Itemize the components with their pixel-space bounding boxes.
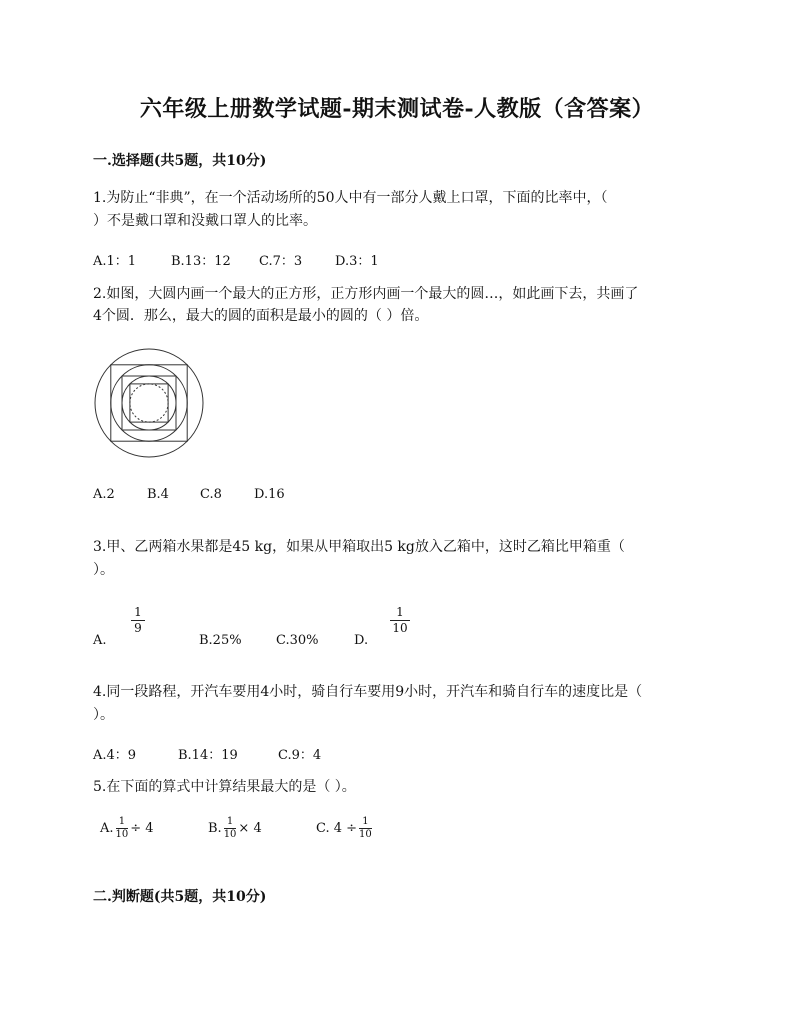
question-4-option-a: A.4：9 [93,748,137,763]
question-2-option-d: D.16 [254,487,285,502]
section-heading-true-false: 二.判断题(共5题，共10分) [93,889,267,905]
fraction [359,817,372,840]
question-2-option-b: B.4 [147,487,169,502]
fraction-numerator: 1 [396,605,404,619]
question-3-option-a-fraction [131,606,145,635]
fraction-denominator: 10 [115,829,129,840]
question-2-option-a: A.2 [93,487,115,502]
question-3-option-b: B.25% [199,633,242,648]
question-3-line-1: 3.甲、乙两箱水果都是45 kg，如果从甲箱取出5 kg放入乙箱中，这时乙箱比甲箱重（ [93,539,625,555]
question-5-option-c [316,817,374,840]
fraction-numerator: 1 [362,816,369,827]
question-2-line-2: 4个圆．那么，最大的圆的面积是最小的圆的（ ）倍。 [93,308,429,324]
question-1-line-2: ）不是戴口罩和没戴口罩人的比率。 [93,213,317,229]
question-1-option-a: A.1：1 [93,254,137,269]
question-3-option-a-label: A. [93,633,107,648]
fraction-numerator: 1 [226,816,234,827]
question-2-line-1: 2.如图，大圆内画一个最大的正方形，正方形内画一个最大的圆…，如此画下去，共画了 [93,286,639,302]
question-3-line-2: ）。 [93,562,114,578]
question-3-option-d-label: D. [354,633,369,648]
question-1-option-c: C.7：3 [259,254,303,269]
question-4-line-1: 4.同一段路程，开汽车要用4小时，骑自行车要用9小时，开汽车和骑自行车的速度比是（ [93,684,643,700]
circle-4 [130,384,168,422]
question-2-option-c: C.8 [200,487,222,502]
page-title: 六年级上册数学试题-期末测试卷-人教版（含答案） [139,96,655,122]
fraction-denominator: 10 [223,829,237,840]
fraction-denominator: 10 [359,829,372,840]
question-4-line-2: ）。 [93,707,114,723]
fraction-numerator: 1 [118,816,126,827]
option-operation: × 4 [238,821,262,836]
fraction-numerator: 1 [134,605,142,619]
question-5-line-1: 5.在下面的算式中计算结果最大的是（ ）。 [93,779,356,795]
option-label: C. 4 ÷ [316,821,358,836]
question-4-option-b: B.14：19 [178,748,238,763]
option-label: A. [100,821,114,836]
question-5-option-b [208,817,262,840]
question-1-line-1: 1.为防止“非典”，在一个活动场所的50人中有一部分人戴上口罩，下面的比率中，（ [93,190,608,206]
question-3-option-c: C.30% [276,633,319,648]
option-operation: ÷ 4 [130,821,154,836]
section-heading-choice: 一.选择题(共5题，共10分) [93,153,267,169]
question-5-option-a [100,817,154,840]
option-label: B. [208,821,222,836]
nested-circles-squares-figure [94,348,204,458]
fraction-denominator: 9 [134,621,142,635]
question-3-option-d-fraction [390,606,410,635]
fraction-denominator: 10 [392,621,408,635]
fraction [224,817,237,840]
question-1-option-d: D.3：1 [335,254,379,269]
fraction [116,817,129,840]
question-4-option-c: C.9：4 [278,748,322,763]
question-1-option-b: B.13：12 [171,254,231,269]
